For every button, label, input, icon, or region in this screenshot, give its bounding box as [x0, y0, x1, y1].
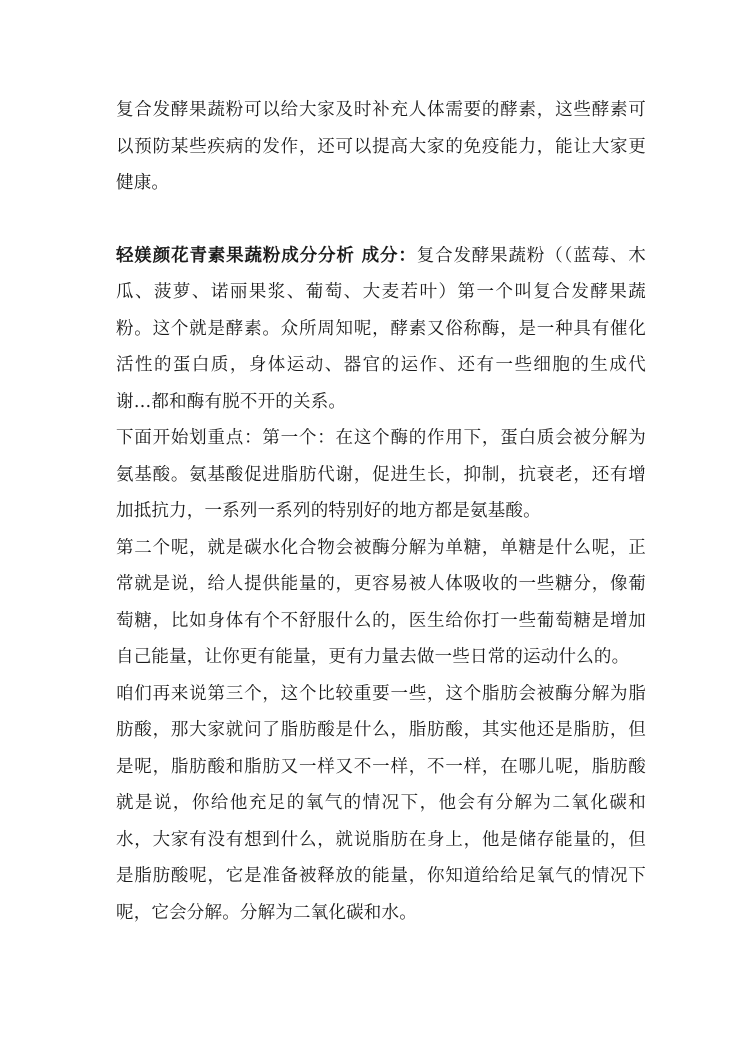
intro-paragraph: 复合发酵果蔬粉可以给大家及时补充人体需要的酵素，这些酵素可以预防某些疾病的发作，还可以提高大家的免疫能力，能让大家更健康。 [116, 100, 646, 193]
section-paragraph-text: 复合发酵果蔬粉（（蓝莓、木瓜、菠萝、诺丽果浆、葡萄、大麦若叶）第一个叫复合发酵果蔬粉。这个就是酵素。众所周知呢，酵素又俗称酶，是一种具有催化活性的蛋白质，身体运动、器官的运作、还有一些细胞的生成代谢…都和酶有脱不开的关系。 [116, 245, 646, 412]
section-paragraph [116, 238, 646, 421]
paragraph-spacer [116, 202, 646, 238]
section-heading: 轻媄颜花青素果蔬粉成分分析 成分： [116, 245, 417, 266]
point-one-paragraph: 下面开始划重点：第一个：在这个酶的作用下，蛋白质会被分解为氨基酸。氨基酸促进脂肪代谢，促进生长，抑制，抗衰老，还有增加抵抗力，一系列一系列的特别好的地方都是氨基酸。 [116, 428, 646, 521]
document-body [116, 92, 646, 931]
point-three-paragraph: 咱们再来说第三个，这个比较重要一些，这个脂肪会被酶分解为脂肪酸，那大家就问了脂肪酸是什么，脂肪酸，其实他还是脂肪，但是呢，脂肪酸和脂肪又一样又不一样，不一样，在哪儿呢，脂肪酸就是说，你给他充足的氧气的情况下，他会有分解为二氧化碳和水，大家有没有想到什么，就说脂肪在身上，他是储存能量的，但是脂肪酸呢，它是准备被释放的能量，你知道给给足氧气的情况下呢，它会分解。分解为二氧化碳和水。 [116, 683, 646, 923]
point-two-paragraph: 第二个呢，就是碳水化合物会被酶分解为单糖，单糖是什么呢，正常就是说，给人提供能量的，更容易被人体吸收的一些糖分，像葡萄糖，比如身体有个不舒服什么的，医生给你打一些葡萄糖是增加自己能量，让你更有能量，更有力量去做一些日常的运动什么的。 [116, 537, 646, 667]
